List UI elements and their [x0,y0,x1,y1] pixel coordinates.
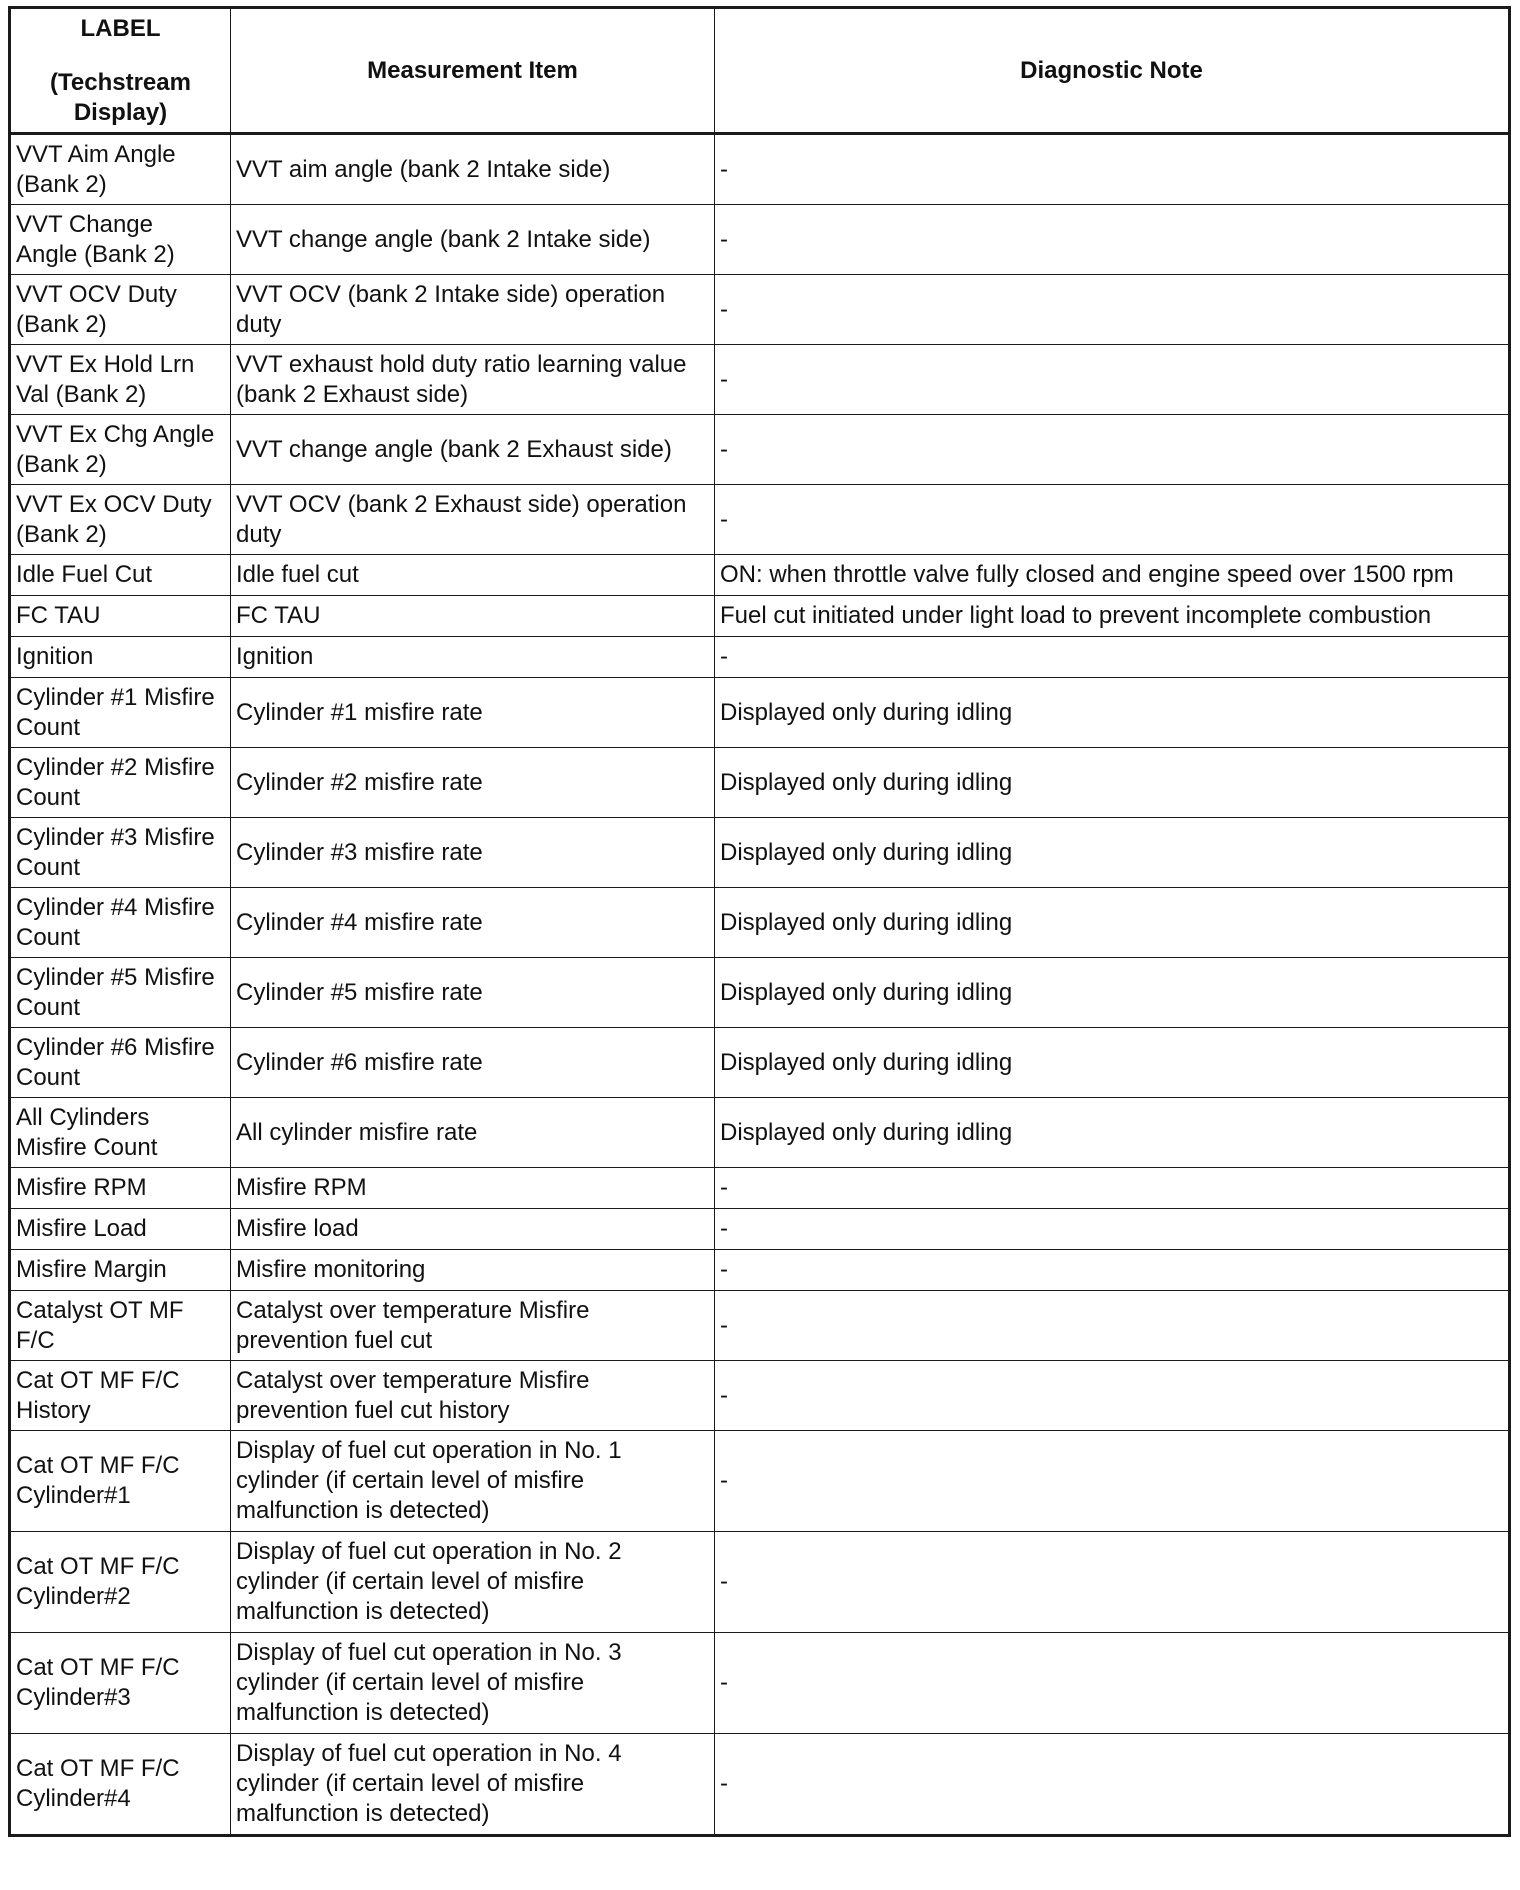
measurement-item-cell: VVT aim angle (bank 2 Intake side) [231,134,715,205]
measurement-item-cell: VVT change angle (bank 2 Intake side) [231,205,715,275]
label-cell: Cylinder #3 Misfire Count [10,818,231,888]
diagnostic-note-cell: - [715,485,1510,555]
table-row [10,1291,1510,1361]
table-row [10,1734,1510,1836]
measurement-item-cell: Misfire monitoring [231,1250,715,1291]
label-cell: VVT Ex Hold Lrn Val (Bank 2) [10,345,231,415]
table-row [10,275,1510,345]
measurement-item-cell: Misfire RPM [231,1168,715,1209]
diagnostic-note-cell: ON: when throttle valve fully closed and engine speed over 1500 rpm [715,555,1510,596]
measurement-item-cell: All cylinder misfire rate [231,1098,715,1168]
label-cell: Cat OT MF F/C Cylinder#1 [10,1431,231,1532]
label-cell: Cylinder #2 Misfire Count [10,748,231,818]
diagnostic-note-cell: Displayed only during idling [715,1028,1510,1098]
label-cell: Cylinder #5 Misfire Count [10,958,231,1028]
header-label [10,8,231,134]
label-cell: FC TAU [10,596,231,637]
label-cell: Cylinder #6 Misfire Count [10,1028,231,1098]
measurement-item-cell: Display of fuel cut operation in No. 1 cylinder (if certain level of misfire malfunction is detected) [231,1431,715,1532]
label-cell: Cat OT MF F/C Cylinder#2 [10,1532,231,1633]
table-row [10,415,1510,485]
measurement-item-cell: VVT OCV (bank 2 Intake side) operation duty [231,275,715,345]
table-row [10,1028,1510,1098]
label-cell: Cat OT MF F/C History [10,1361,231,1431]
table-row [10,1098,1510,1168]
diagnostic-note-cell: Fuel cut initiated under light load to prevent incomplete combustion [715,596,1510,637]
diagnostic-note-cell: - [715,205,1510,275]
measurement-item-cell: Catalyst over temperature Misfire prevention fuel cut [231,1291,715,1361]
table-row [10,1250,1510,1291]
diagnostic-note-cell: - [715,1291,1510,1361]
table-row [10,888,1510,958]
measurement-item-cell: Cylinder #6 misfire rate [231,1028,715,1098]
diagnostic-note-cell: - [715,345,1510,415]
diagnostic-note-cell: Displayed only during idling [715,818,1510,888]
diagnostic-note-cell: - [715,1168,1510,1209]
table-row [10,134,1510,205]
diagnostic-note-cell: - [715,1250,1510,1291]
measurement-item-cell: Cylinder #1 misfire rate [231,678,715,748]
table-row [10,818,1510,888]
label-cell: Cat OT MF F/C Cylinder#4 [10,1734,231,1836]
data-list-table [8,6,1511,1837]
diagnostic-note-cell: - [715,1431,1510,1532]
diagnostic-note-cell: Displayed only during idling [715,748,1510,818]
diagnostic-note-cell: Displayed only during idling [715,958,1510,1028]
header-label-line3: Display) [73,98,168,126]
diagnostic-note-cell: - [715,1361,1510,1431]
diagnostic-note-cell: - [715,1734,1510,1836]
label-cell: Misfire RPM [10,1168,231,1209]
table-row [10,596,1510,637]
label-cell: VVT Ex Chg Angle (Bank 2) [10,415,231,485]
diagnostic-note-cell: Displayed only during idling [715,1098,1510,1168]
measurement-item-cell: Ignition [231,637,715,678]
table-row [10,958,1510,1028]
label-cell: Cylinder #4 Misfire Count [10,888,231,958]
measurement-item-cell: Cylinder #2 misfire rate [231,748,715,818]
diagnostic-note-cell: Displayed only during idling [715,678,1510,748]
label-cell: Misfire Margin [10,1250,231,1291]
label-cell: Cylinder #1 Misfire Count [10,678,231,748]
diagnostic-note-cell: Displayed only during idling [715,888,1510,958]
table-row [10,748,1510,818]
table-row [10,1209,1510,1250]
table-row [10,1361,1510,1431]
label-cell: VVT Aim Angle (Bank 2) [10,134,231,205]
header-row [10,8,1510,134]
table-row [10,1633,1510,1734]
measurement-item-cell: VVT OCV (bank 2 Exhaust side) operation duty [231,485,715,555]
diagnostic-note-cell: - [715,415,1510,485]
table-row [10,485,1510,555]
measurement-item-cell: FC TAU [231,596,715,637]
table-row [10,678,1510,748]
label-cell: Idle Fuel Cut [10,555,231,596]
label-cell: All Cylinders Misfire Count [10,1098,231,1168]
table-row [10,1532,1510,1633]
diagnostic-note-cell: - [715,275,1510,345]
label-cell: VVT Ex OCV Duty (Bank 2) [10,485,231,555]
diagnostic-note-cell: - [715,637,1510,678]
data-list-table-container [8,6,1508,1837]
table-row [10,637,1510,678]
table-row [10,1431,1510,1532]
measurement-item-cell: Display of fuel cut operation in No. 3 cylinder (if certain level of misfire malfunction is detected) [231,1633,715,1734]
diagnostic-note-cell: - [715,1633,1510,1734]
measurement-item-cell: Cylinder #4 misfire rate [231,888,715,958]
header-diagnostic-note: Diagnostic Note [715,8,1510,134]
measurement-item-cell: Display of fuel cut operation in No. 2 cylinder (if certain level of misfire malfunction is detected) [231,1532,715,1633]
measurement-item-cell: Idle fuel cut [231,555,715,596]
label-cell: VVT Change Angle (Bank 2) [10,205,231,275]
measurement-item-cell: Cylinder #5 misfire rate [231,958,715,1028]
table-row [10,1168,1510,1209]
measurement-item-cell: Misfire load [231,1209,715,1250]
table-row [10,555,1510,596]
diagnostic-note-cell: - [715,1532,1510,1633]
diagnostic-note-cell: - [715,1209,1510,1250]
label-cell: Ignition [10,637,231,678]
diagnostic-note-cell: - [715,134,1510,205]
header-label-line2: (Techstream [50,68,191,96]
header-measurement-item: Measurement Item [231,8,715,134]
label-cell: Catalyst OT MF F/C [10,1291,231,1361]
measurement-item-cell: Catalyst over temperature Misfire prevention fuel cut history [231,1361,715,1431]
label-cell: Cat OT MF F/C Cylinder#3 [10,1633,231,1734]
table-row [10,345,1510,415]
measurement-item-cell: Cylinder #3 misfire rate [231,818,715,888]
label-cell: VVT OCV Duty (Bank 2) [10,275,231,345]
header-label-line1: LABEL [80,14,161,42]
table-row [10,205,1510,275]
measurement-item-cell: VVT exhaust hold duty ratio learning value (bank 2 Exhaust side) [231,345,715,415]
measurement-item-cell: Display of fuel cut operation in No. 4 cylinder (if certain level of misfire malfunction is detected) [231,1734,715,1836]
measurement-item-cell: VVT change angle (bank 2 Exhaust side) [231,415,715,485]
label-cell: Misfire Load [10,1209,231,1250]
